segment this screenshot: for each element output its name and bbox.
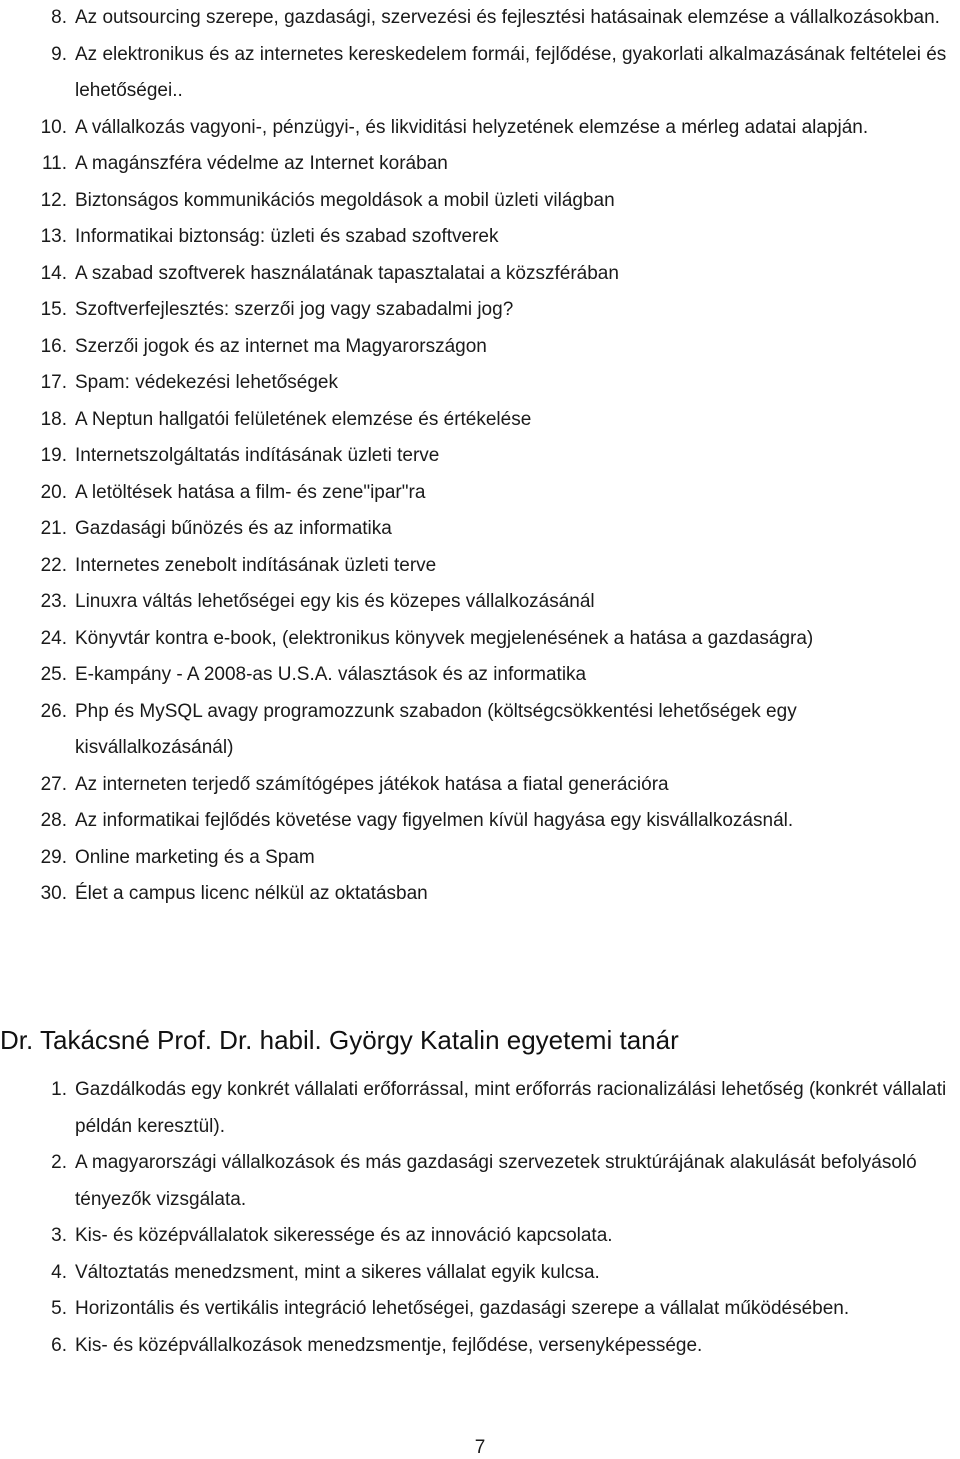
list-item — [0, 0, 960, 37]
item-text: Horizontális és vertikális integráció lehetőségei, gazdasági szerepe a vállalat működésében. — [75, 1298, 850, 1319]
item-number: 23. — [40, 591, 67, 612]
list-item — [0, 438, 960, 475]
item-number: 24. — [40, 627, 67, 649]
page-number: 7 — [474, 1437, 486, 1458]
list-item — [0, 1328, 960, 1365]
list-item — [0, 767, 960, 804]
section-heading: Dr. Takácsné Prof. Dr. habil. György Katalin egyetemi tanár — [0, 1025, 679, 1055]
item-text: Gazdasági bűnözés és az informatika — [75, 518, 392, 539]
list-item — [0, 1218, 960, 1255]
list-item — [0, 1291, 960, 1328]
item-text: A magyarországi vállalkozások és más gazdasági szervezetek struktúrájának alakulását befolyásoló tényezők vizsgálata. — [75, 1152, 917, 1210]
list-item — [0, 657, 960, 694]
item-number: 28. — [40, 810, 67, 831]
item-number: 4. — [51, 1261, 67, 1283]
item-text: Online marketing és a Spam — [75, 846, 315, 868]
item-number: 1. — [51, 1079, 67, 1100]
list-item — [0, 621, 960, 658]
item-text: A letöltések hatása a film- és zene"ipar"ra — [75, 481, 426, 503]
item-number: 20. — [40, 481, 67, 503]
item-number: 19. — [40, 445, 67, 466]
list-item — [0, 110, 960, 147]
item-text: Biztonságos kommunikációs megoldások a mobil üzleti világban — [75, 189, 615, 211]
list-item — [0, 329, 960, 366]
item-text: Informatikai biztonság: üzleti és szabad szoftverek — [75, 226, 499, 247]
list-item — [0, 365, 960, 402]
item-number: 30. — [40, 883, 67, 904]
item-number: 21. — [40, 518, 67, 539]
topic-list-supervisor — [0, 1072, 960, 1364]
item-text: Az informatikai fejlődés követése vagy figyelmen kívül hagyása egy kisvállalkozásnál. — [75, 810, 794, 831]
list-item — [0, 475, 960, 512]
list-item — [0, 37, 960, 110]
item-text: Szerzői jogok és az internet ma Magyarországon — [75, 335, 487, 357]
item-number: 16. — [40, 335, 67, 357]
item-text: Élet a campus licenc nélkül az oktatásban — [75, 883, 428, 904]
item-number: 22. — [40, 554, 67, 576]
list-item — [0, 876, 960, 913]
item-number: 9. — [51, 43, 67, 65]
item-number: 25. — [40, 664, 67, 685]
item-number: 17. — [40, 372, 67, 393]
item-text: Linuxra váltás lehetőségei egy kis és közepes vállalkozásánál — [75, 591, 595, 612]
item-number: 6. — [51, 1334, 67, 1356]
list-item — [0, 402, 960, 439]
item-number: 8. — [51, 7, 67, 28]
item-text: Változtatás menedzsment, mint a sikeres vállalat egyik kulcsa. — [75, 1261, 600, 1283]
item-number: 15. — [40, 299, 67, 320]
item-text: A szabad szoftverek használatának tapasztalatai a közszférában — [75, 262, 619, 284]
list-item — [0, 1072, 960, 1145]
list-item — [0, 1145, 960, 1218]
item-number: 11. — [41, 153, 67, 174]
item-text: Kis- és középvállalatok sikeressége és az innováció kapcsolata. — [75, 1225, 613, 1246]
item-text: Könyvtár kontra e-book, (elektronikus könyvek megjelenésének a hatása a gazdaságra) — [75, 627, 814, 649]
item-text: Az interneten terjedő számítógépes játékok hatása a fiatal generációra — [75, 773, 669, 795]
item-text: Internetes zenebolt indításának üzleti terve — [75, 554, 437, 576]
item-text: Kis- és középvállalkozások menedzsmentje, fejlődése, versenyképessége. — [75, 1334, 703, 1356]
item-text: E-kampány - A 2008-as U.S.A. választások és az informatika — [75, 664, 587, 685]
item-number: 2. — [51, 1152, 67, 1173]
item-number: 18. — [40, 408, 67, 430]
item-number: 26. — [40, 700, 67, 722]
list-item — [0, 256, 960, 293]
item-text: Az elektronikus és az internetes kereskedelem formái, fejlődése, gyakorlati alkalmazásának feltételei és lehetőségei.. — [75, 43, 947, 101]
list-item — [0, 219, 960, 256]
item-text: Az outsourcing szerepe, gazdasági, szervezési és fejlesztési hatásainak elemzése a vállalkozásokban. — [75, 7, 940, 28]
item-text: A vállalkozás vagyoni-, pénzügyi-, és likviditási helyzetének elemzése a mérleg adatai alapján. — [75, 116, 869, 138]
item-number: 12. — [40, 189, 67, 211]
item-text: Szoftverfejlesztés: szerzői jog vagy szabadalmi jog? — [75, 299, 514, 320]
list-item — [0, 584, 960, 621]
list-item — [0, 292, 960, 329]
item-text: Internetszolgáltatás indításának üzleti terve — [75, 445, 440, 466]
list-item — [0, 694, 960, 767]
list-item — [0, 840, 960, 877]
item-text: Php és MySQL avagy programozzunk szabadon (költségcsökkentési lehetőségek egy kisvállalkozásánál) — [75, 700, 797, 758]
item-text: Spam: védekezési lehetőségek — [75, 372, 338, 393]
item-number: 29. — [40, 846, 67, 868]
list-item — [0, 511, 960, 548]
item-number: 10. — [40, 116, 67, 138]
list-item — [0, 146, 960, 183]
list-item — [0, 548, 960, 585]
item-number: 3. — [51, 1225, 67, 1246]
list-item — [0, 803, 960, 840]
list-item — [0, 183, 960, 220]
item-number: 14. — [40, 262, 67, 284]
item-text: A Neptun hallgatói felületének elemzése és értékelése — [75, 408, 532, 430]
item-text: A magánszféra védelme az Internet korában — [75, 153, 448, 174]
item-number: 27. — [40, 773, 67, 795]
list-item — [0, 1255, 960, 1292]
item-number: 13. — [40, 226, 67, 247]
item-number: 5. — [51, 1298, 67, 1319]
item-text: Gazdálkodás egy konkrét vállalati erőforrással, mint erőforrás racionalizálási lehetőség (konkrét vállalati példán keresztül). — [75, 1079, 947, 1137]
